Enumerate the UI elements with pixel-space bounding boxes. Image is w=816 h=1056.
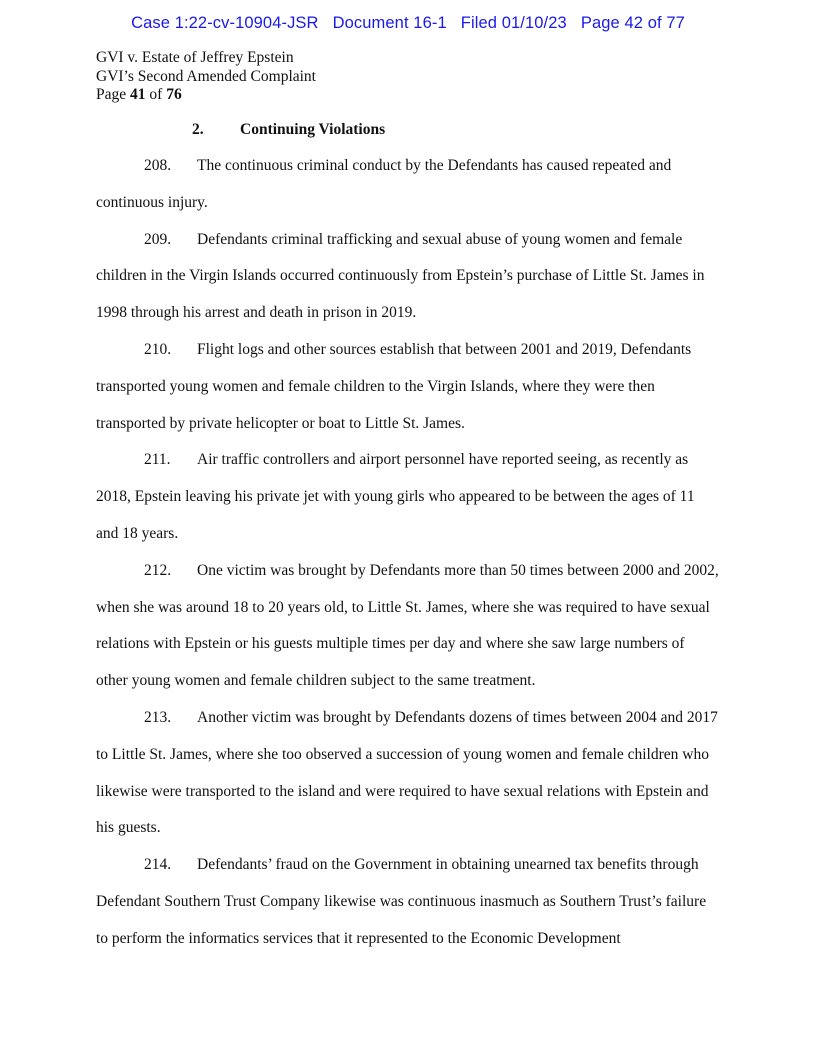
paragraph-line: transported young women and female children to the Virgin Islands, where they were then <box>96 377 655 395</box>
paragraph-line: continuous injury. <box>96 193 208 211</box>
paragraph-210 <box>96 332 720 442</box>
paragraph-214 <box>96 847 720 957</box>
page-number: 41 <box>130 86 146 103</box>
paragraph-line: in 1998 through his arrest and death in prison in 2019. <box>96 267 705 322</box>
paragraph-line: 2018, Epstein leaving his private jet with young girls who appeared to be between the ages of 11 <box>96 488 695 506</box>
caption-case-name: GVI v. Estate of Jeffrey Epstein <box>96 49 294 66</box>
section-heading <box>192 121 385 139</box>
paragraph-line: 2017 to Little St. James, where she too observed a succession of young women and female <box>96 708 718 763</box>
caption-page-line <box>96 86 316 105</box>
paragraph-number: 211. <box>144 451 171 469</box>
paragraph-line: children who likewise were transported to the island and were required to have sexual relations <box>96 745 709 800</box>
paragraph-line: have sexual relations with Epstein or his guests multiple times per day and where she saw large <box>96 598 710 653</box>
paragraph-213 <box>96 700 720 847</box>
paragraph-number: 209. <box>144 230 172 248</box>
section-number: 2. <box>192 121 204 138</box>
of-word: of <box>149 86 163 103</box>
page-word: Page <box>96 86 127 103</box>
paragraph-line: Defendant Southern Trust Company likewise was continuous inasmuch as Southern Trust’s <box>96 892 662 910</box>
paragraph-209 <box>96 222 720 332</box>
paragraph-line: One victim was brought by Defendants more than 50 times between 2000 and <box>197 561 680 579</box>
page-total: 76 <box>166 86 182 103</box>
document-body <box>96 148 720 958</box>
paragraph-number: 214. <box>144 856 172 874</box>
paragraph-line: and 18 years. <box>96 524 179 542</box>
paragraph-line: Air traffic controllers and airport personnel have reported seeing, as recently as <box>197 451 689 469</box>
paragraph-number: 208. <box>144 157 172 174</box>
paragraph-line: Another victim was brought by Defendants dozens of times between 2004 and <box>197 708 683 726</box>
paragraph-212 <box>96 553 720 700</box>
paragraph-line: 2002, when she was around 18 to 20 years old, to Little St. James, where she was required to <box>96 561 719 616</box>
paragraph-line: transported by private helicopter or boat to Little St. James. <box>96 414 465 432</box>
paragraph-line: The continuous criminal conduct by the Defendants has caused repeated and <box>197 157 672 174</box>
filing-page-number: Page 42 of 77 <box>580 14 685 32</box>
paragraph-208 <box>96 148 720 222</box>
paragraph-line: with Epstein and his guests. <box>96 782 709 837</box>
paragraph-line: Flight logs and other sources establish that between 2001 and 2019, Defendants <box>197 340 692 358</box>
paragraph-line: Defendants’ fraud on the Government in obtaining unearned tax benefits through <box>197 856 699 874</box>
paragraph-number: 213. <box>144 708 172 726</box>
paragraph-line: failure to perform the informatics services that it represented to the Economic Development <box>96 892 707 947</box>
court-filing-header <box>0 14 816 33</box>
paragraph-number: 210. <box>144 340 172 358</box>
paragraph-line: children in the Virgin Islands occurred continuously from Epstein’s purchase of Little St. James <box>96 267 689 285</box>
paragraph-211 <box>96 442 720 552</box>
document-number: Document 16-1 <box>332 14 447 32</box>
paragraph-line: numbers of other young women and female children subject to the same treatment. <box>96 635 685 690</box>
case-number: Case 1:22-cv-10904-JSR <box>131 14 319 32</box>
paragraph-number: 212. <box>144 561 172 579</box>
caption-document-title: GVI’s Second Amended Complaint <box>96 67 316 85</box>
filed-date: Filed 01/10/23 <box>460 14 567 32</box>
paragraph-line: Defendants criminal trafficking and sexual abuse of young women and female <box>197 230 683 248</box>
document-caption <box>96 49 316 105</box>
section-title: Continuing Violations <box>240 121 386 138</box>
